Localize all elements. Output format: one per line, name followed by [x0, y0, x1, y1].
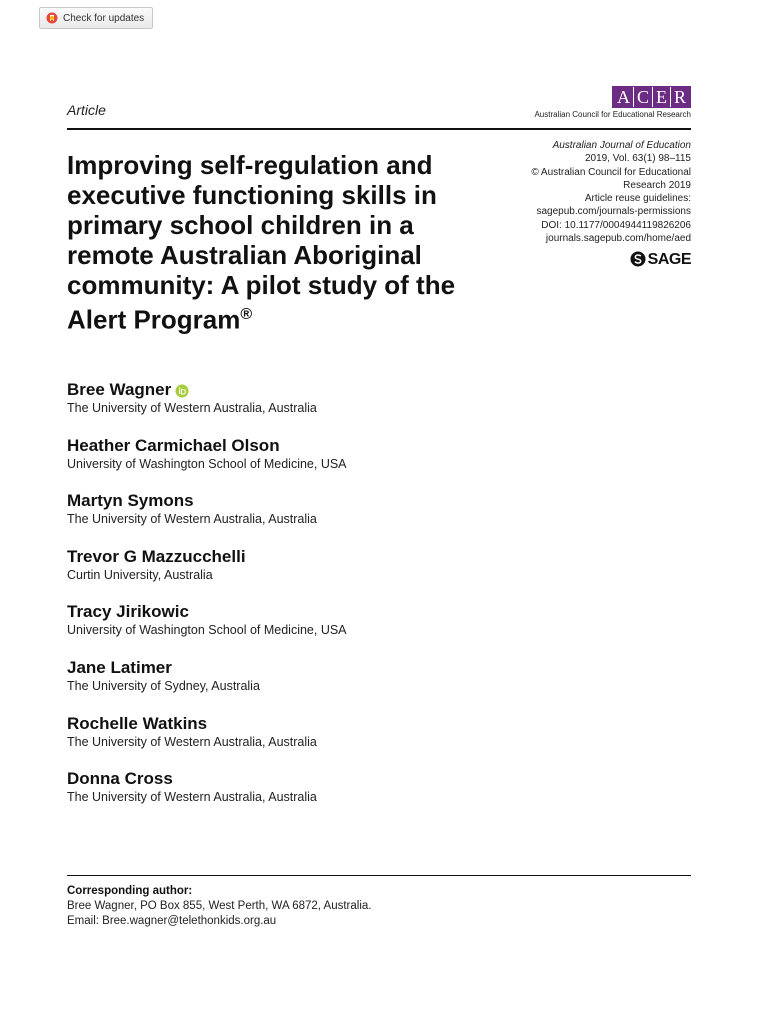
journal-name: Australian Journal of Education	[552, 140, 691, 151]
author-entry	[67, 436, 567, 492]
article-title	[67, 150, 497, 335]
check-for-updates-label: Check for updates	[63, 12, 145, 24]
article-type: Article	[67, 102, 106, 118]
author-name: Tracy Jirikowic	[67, 602, 189, 622]
author-name: Donna Cross	[67, 769, 173, 789]
corresponding-label: Corresponding author:	[67, 885, 193, 897]
journal-metadata	[491, 139, 691, 267]
author-affiliation: The University of Western Australia, Australia	[67, 512, 317, 527]
author-name: Heather Carmichael Olson	[67, 435, 280, 455]
copyright-line: © Australian Council for Educational Research 2019	[531, 166, 691, 191]
volume-line: 2019, Vol. 63(1) 98–115	[584, 153, 691, 165]
acer-logo-letter: C	[633, 87, 652, 107]
author-entry	[67, 658, 567, 714]
author-affiliation: University of Washington School of Medicine, USA	[67, 623, 347, 638]
doi-link[interactable]: DOI: 10.1177/0004944119826206	[541, 219, 691, 231]
sage-logo	[491, 251, 691, 267]
corresponding-address: Bree Wagner, PO Box 855, West Perth, WA 6872, Australia.	[67, 900, 372, 912]
author-entry	[67, 547, 567, 603]
author-affiliation: Curtin University, Australia	[67, 567, 213, 582]
author-entry	[67, 602, 567, 658]
footer-divider	[67, 875, 691, 876]
orcid-icon[interactable]	[175, 383, 189, 397]
reuse-line: Article reuse guidelines:	[584, 193, 691, 205]
registered-mark: ®	[240, 306, 253, 323]
author-name: Trevor G Mazzucchelli	[67, 546, 246, 566]
author-affiliation: University of Washington School of Medicine, USA	[67, 456, 347, 471]
check-for-updates-button[interactable]	[39, 7, 153, 29]
author-name	[67, 380, 567, 400]
header-divider	[67, 128, 691, 130]
author-entry	[67, 491, 567, 547]
acer-logo-letter: E	[652, 87, 670, 107]
author-name-text: Bree Wagner	[67, 380, 172, 399]
reuse-link[interactable]: sagepub.com/journals-permissions	[536, 206, 691, 218]
author-name: Jane Latimer	[67, 657, 172, 677]
publisher-name: Australian Council for Educational Research	[534, 110, 691, 119]
author-name: Martyn Symons	[67, 491, 194, 511]
publisher-block	[534, 86, 691, 119]
acer-logo-letter: R	[670, 87, 689, 107]
author-entry	[67, 380, 567, 436]
author-affiliation: The University of Western Australia, Australia	[67, 734, 317, 749]
author-entry	[67, 714, 567, 770]
check-updates-icon	[46, 12, 58, 24]
author-affiliation: The University of Western Australia, Australia	[67, 790, 317, 805]
sage-icon	[630, 251, 646, 267]
corresponding-email[interactable]: Email: Bree.wagner@telethonkids.org.au	[67, 915, 277, 927]
sage-wordmark: SAGE	[647, 250, 691, 268]
journal-link[interactable]: journals.sagepub.com/home/aed	[545, 233, 691, 245]
article-title-text: Improving self-regulation and executive functioning skills in primary school children in a remote Australian Aboriginal community: A pilot study of the Alert Program	[67, 150, 456, 335]
acer-logo	[612, 86, 691, 108]
author-affiliation: The University of Western Australia, Australia	[67, 401, 317, 415]
acer-logo-letter: A	[616, 87, 630, 107]
author-affiliation: The University of Sydney, Australia	[67, 678, 260, 693]
corresponding-author	[67, 884, 371, 929]
author-list	[67, 380, 567, 825]
author-name: Rochelle Watkins	[67, 713, 208, 733]
author-entry	[67, 769, 567, 825]
